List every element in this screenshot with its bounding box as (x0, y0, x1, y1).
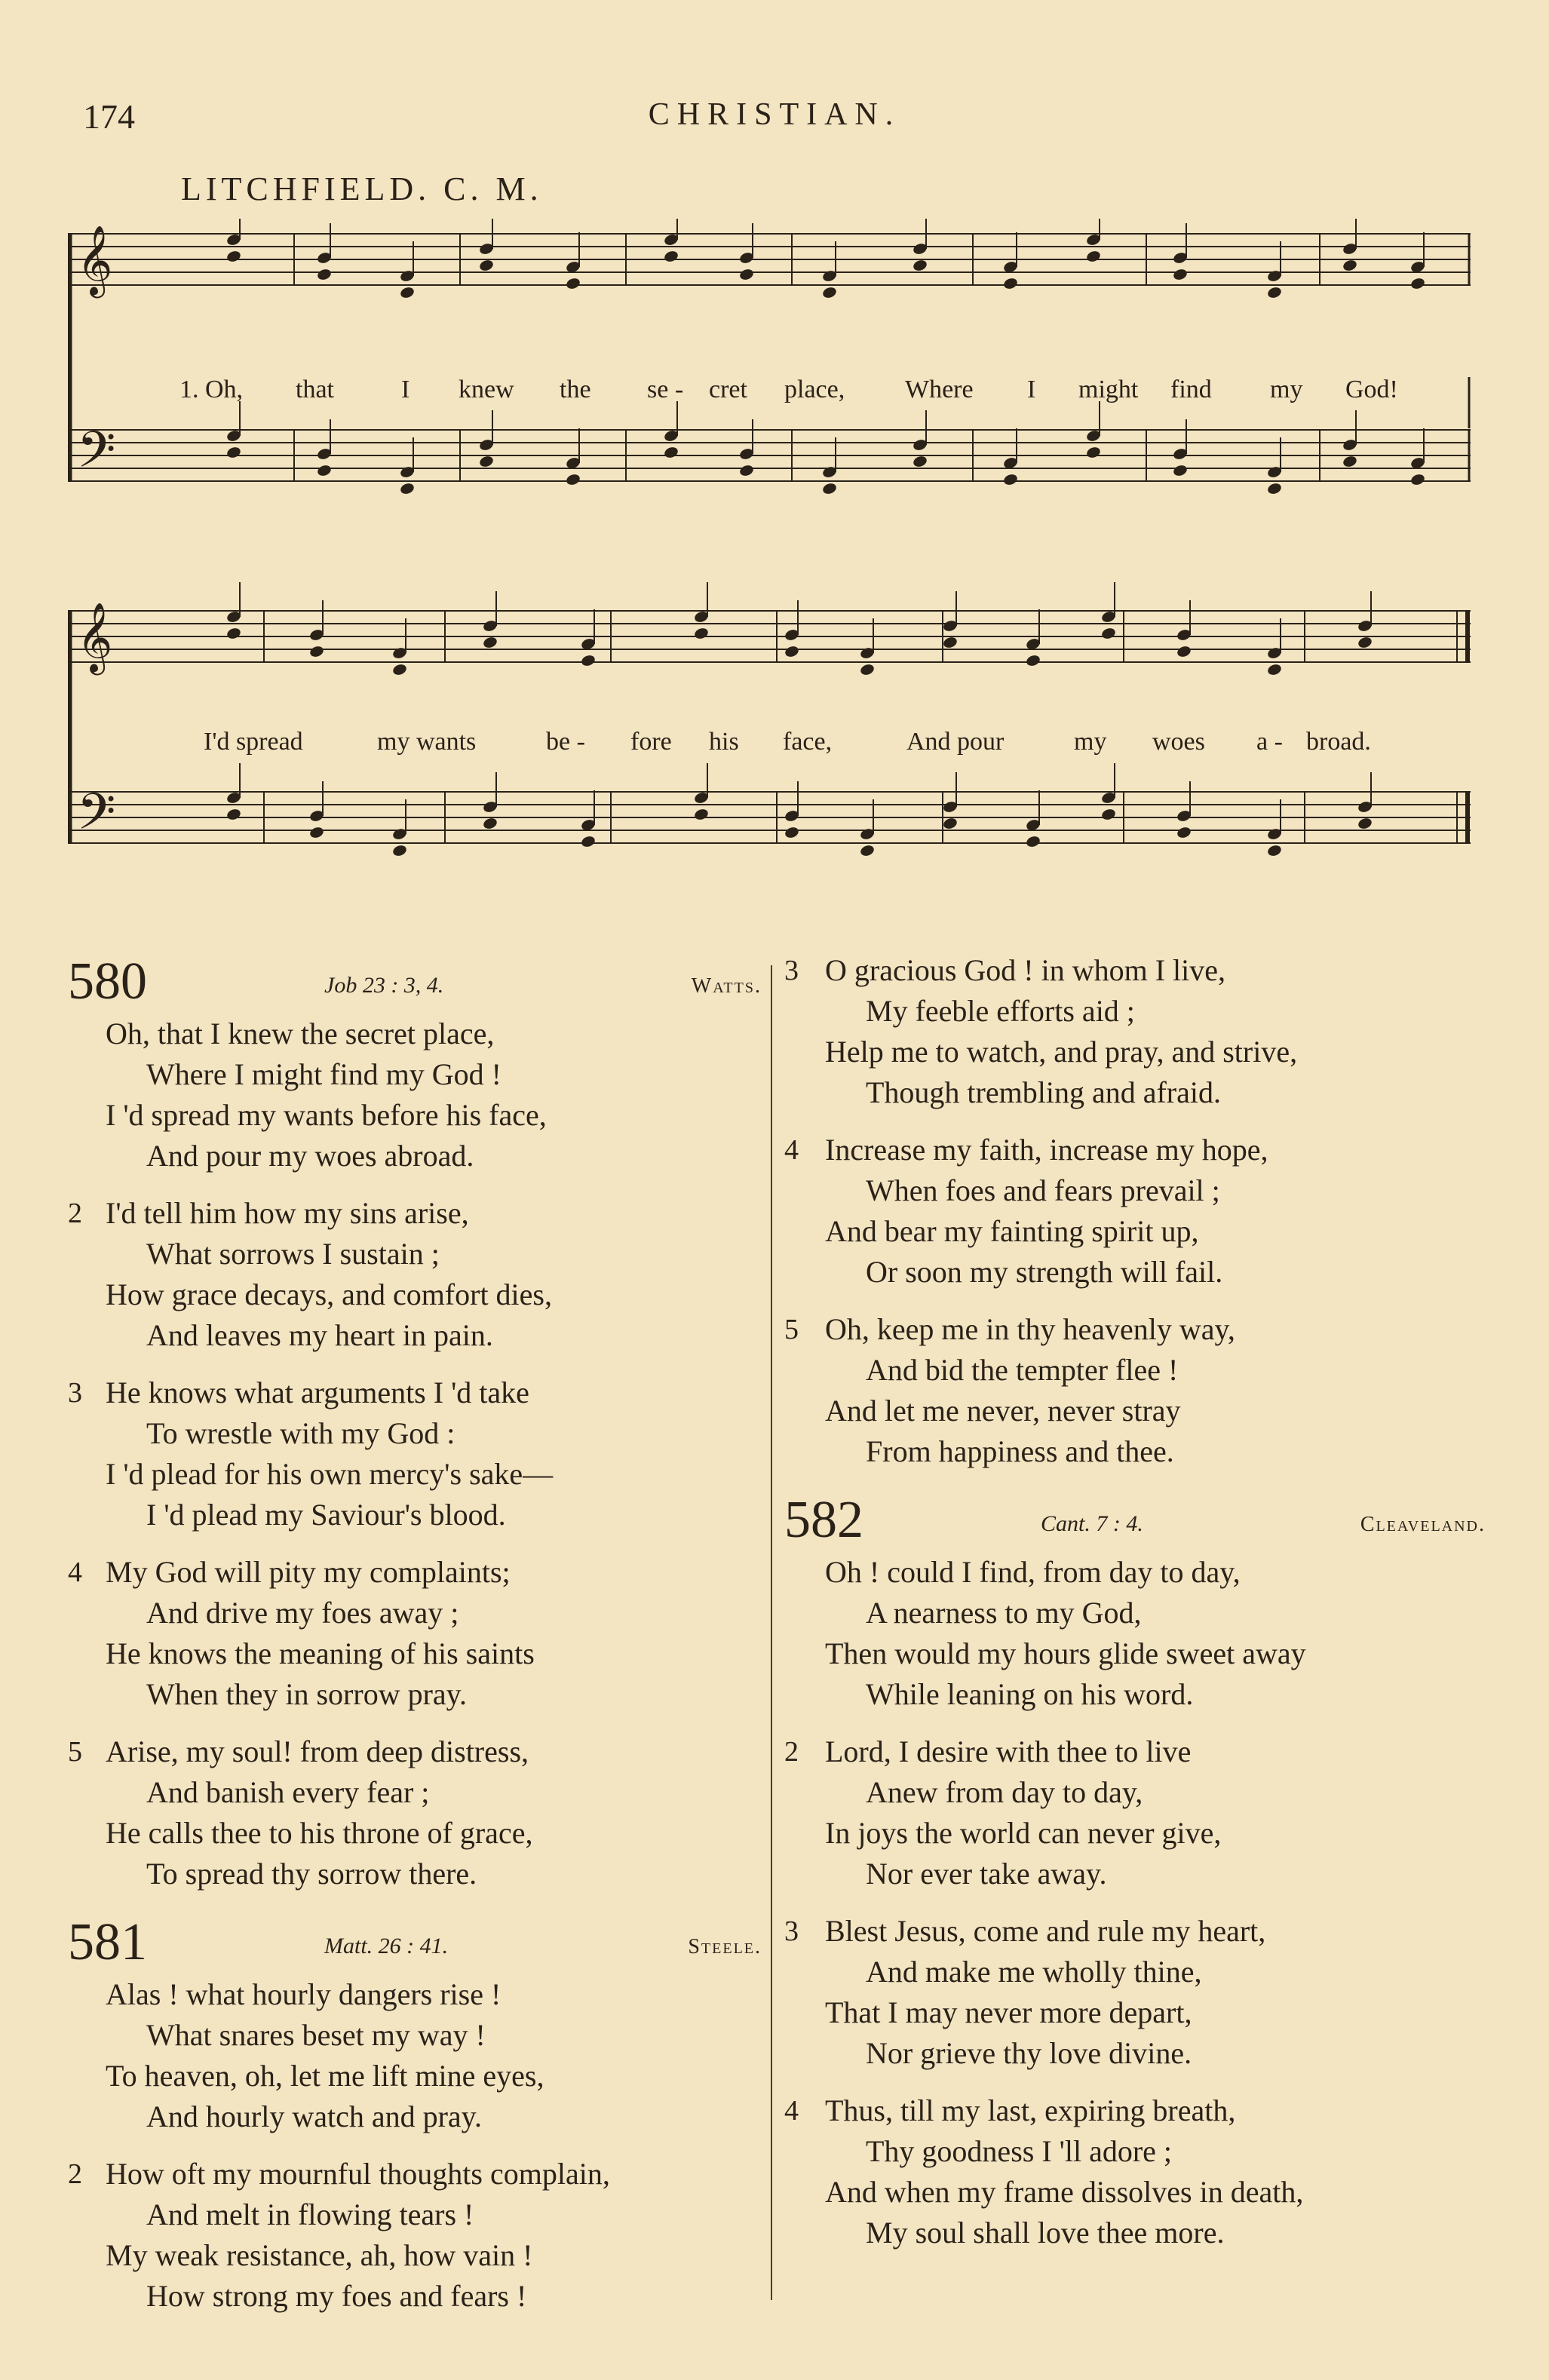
hymn-number: 581 (68, 1913, 147, 1971)
note-head (912, 455, 928, 468)
verse-line: A nearness to my God, (866, 1596, 1142, 1630)
lyric-line-1 (68, 376, 1486, 409)
verse-line: While leaning on his word. (866, 1677, 1194, 1711)
page-header (0, 97, 1549, 142)
verse-line: And let me never, never stray (825, 1394, 1181, 1428)
note-head (1266, 844, 1282, 857)
verse-line: When foes and fears prevail ; (866, 1173, 1220, 1207)
lyric-syllable: my wants (377, 728, 477, 756)
note-head (1025, 835, 1041, 848)
verse-line: Where I might find my God ! (146, 1057, 502, 1091)
verse-line: And pour my woes abroad. (146, 1139, 474, 1173)
verse-line: That I may never more depart, (825, 1995, 1192, 2029)
verse-line: Increase my faith, increase my hope, (825, 1133, 1268, 1167)
verse-line: And leaves my heart in pain. (146, 1318, 493, 1352)
bass-clef: 𝄢 (77, 783, 116, 853)
verse-line: He knows what arguments I 'd take (106, 1376, 529, 1409)
stanza (784, 1911, 1486, 2074)
stanza (68, 1193, 762, 1356)
note-head (942, 817, 958, 830)
lyric-syllable: broad. (1306, 728, 1371, 756)
stanza (784, 2090, 1486, 2253)
lyric-syllable: cret (709, 376, 747, 403)
verse-line: To wrestle with my God : (146, 1416, 455, 1450)
verse-line: To spread thy sorrow there. (146, 1857, 477, 1891)
note-head (1342, 455, 1357, 468)
lyric-syllable: might (1078, 376, 1139, 403)
lyric-syllable: se - (647, 376, 684, 403)
lyric-syllable: And pour (906, 728, 1005, 756)
note-head (580, 654, 596, 667)
verse-line: How oft my mournful thoughts complain, (106, 2157, 610, 2191)
page-number: 174 (83, 97, 135, 136)
stanza-number: 2 (68, 2158, 82, 2190)
note-head (399, 482, 415, 495)
verse-line: Nor grieve thy love divine. (866, 2036, 1192, 2070)
verse-line: My soul shall love thee more. (866, 2216, 1225, 2250)
note-head (565, 277, 581, 290)
hymn-author: Steele. (688, 1935, 762, 1958)
verse-line: Or soon my strength will fail. (866, 1255, 1223, 1289)
note-head (225, 808, 241, 821)
stanza (68, 1014, 762, 1176)
verse-line: O gracious God ! in whom I live, (825, 953, 1226, 987)
verse-line: Oh ! could I find, from day to day, (825, 1555, 1241, 1589)
note-head (1085, 446, 1101, 459)
lyric-syllable: his (709, 728, 739, 756)
note-head (942, 636, 958, 649)
verse-line: Oh, keep me in thy heavenly way, (825, 1312, 1235, 1346)
note-head (859, 663, 875, 676)
verse-line: I'd tell him how my sins arise, (106, 1196, 469, 1230)
treble-clef: 𝄞 (77, 225, 113, 295)
lyric-syllable: God! (1345, 376, 1398, 403)
verse-line: To heaven, oh, let me lift mine eyes, (106, 2059, 544, 2093)
note-head (225, 250, 241, 263)
verse-line: My God will pity my complaints; (106, 1555, 511, 1589)
hymn-heading (68, 950, 762, 1014)
tune-title: LITCHFIELD. C. M. (181, 170, 543, 207)
verse-line: In joys the world can never give, (825, 1816, 1222, 1850)
verse-line: Oh, that I knew the secret place, (106, 1017, 495, 1050)
note-head (821, 482, 837, 495)
lyric-syllable: my (1074, 728, 1107, 756)
note-head (859, 844, 875, 857)
hymn-heading (784, 1489, 1486, 1552)
verse-line: And make me wholly thine, (866, 1955, 1202, 1989)
lyric-syllable: a - (1256, 728, 1283, 756)
stanza (68, 2154, 762, 2317)
lyric-syllable: place, (784, 376, 845, 403)
note-head (482, 817, 498, 830)
verse-line: And melt in flowing tears ! (146, 2198, 474, 2231)
stanza-number: 2 (68, 1198, 82, 1229)
note-head (308, 826, 324, 839)
lyric-syllable: I'd spread (204, 728, 303, 756)
hymn-author: Watts. (691, 974, 762, 998)
note-head (1176, 645, 1192, 658)
stanza (784, 1552, 1486, 1715)
note-head (1266, 663, 1282, 676)
verse-line: Thus, till my last, expiring breath, (825, 2093, 1236, 2127)
stanza-number: 5 (68, 1736, 82, 1768)
note-head (1085, 250, 1101, 263)
scripture-reference: Job 23 : 3, 4. (324, 973, 444, 998)
verse-line: Alas ! what hourly dangers rise ! (106, 1977, 502, 2011)
staff-notation (68, 219, 1486, 928)
note-head (663, 250, 679, 263)
note-head (738, 268, 754, 281)
verse-line: And bid the tempter flee ! (866, 1353, 1179, 1387)
note-head (391, 844, 407, 857)
note-head (1266, 482, 1282, 495)
note-head (225, 627, 241, 640)
stanza (784, 1731, 1486, 1894)
verse-line: Nor ever take away. (866, 1857, 1107, 1891)
note-head (1409, 277, 1425, 290)
stanza (784, 1130, 1486, 1293)
lyric-syllable: that (296, 376, 334, 403)
verse-line: My feeble efforts aid ; (866, 994, 1135, 1028)
verse-line: Help me to watch, and pray, and strive, (825, 1035, 1298, 1069)
note-head (399, 286, 415, 299)
verse-line: Anew from day to day, (866, 1775, 1143, 1809)
stanza (68, 1552, 762, 1715)
note-head (316, 268, 332, 281)
note-head (391, 663, 407, 676)
lyric-syllable: Where (905, 376, 974, 403)
lyric-syllable: the (560, 376, 591, 403)
bass-clef: 𝄢 (77, 421, 116, 491)
note-head (693, 808, 709, 821)
verse-line: From happiness and thee. (866, 1434, 1174, 1468)
note-head (821, 286, 837, 299)
note-head (478, 259, 494, 272)
note-head (1266, 286, 1282, 299)
note-head (1342, 259, 1357, 272)
note-head (1025, 654, 1041, 667)
lyric-line-2 (68, 728, 1486, 761)
note-head (784, 645, 799, 658)
lyric-syllable: I (401, 376, 410, 403)
verse-line: He knows the meaning of his saints (106, 1636, 535, 1670)
stanza (784, 1309, 1486, 1472)
note-head (1172, 464, 1188, 477)
lyric-syllable: 1. Oh, (179, 376, 244, 403)
note-head (580, 835, 596, 848)
note-head (663, 446, 679, 459)
stanza-number: 3 (68, 1377, 82, 1409)
note-head (478, 455, 494, 468)
verse-line: I 'd plead for his own mercy's sake— (106, 1457, 554, 1491)
note-head (693, 627, 709, 640)
stanza-number: 4 (68, 1557, 82, 1588)
stanza (68, 1974, 762, 2137)
note-head (1100, 808, 1116, 821)
note-head (738, 464, 754, 477)
note-head (316, 464, 332, 477)
scripture-reference: Matt. 26 : 41. (324, 1934, 449, 1958)
stanza-number: 3 (784, 1915, 799, 1947)
note-head (1002, 473, 1018, 486)
verse-line: How grace decays, and comfort dies, (106, 1277, 552, 1311)
verse-line: Arise, my soul! from deep distress, (106, 1734, 529, 1768)
stanza (68, 1372, 762, 1535)
column-divider (771, 965, 772, 2300)
verse-line: My weak resistance, ah, how vain ! (106, 2238, 533, 2272)
stanza-number: 2 (784, 1736, 799, 1768)
note-head (1002, 277, 1018, 290)
verse-line: Lord, I desire with thee to live (825, 1734, 1192, 1768)
stanza (784, 950, 1486, 1113)
scripture-reference: Cant. 7 : 4. (1041, 1511, 1143, 1536)
verse-line: And hourly watch and pray. (146, 2099, 483, 2133)
note-head (482, 636, 498, 649)
verse-line: Blest Jesus, come and rule my heart, (825, 1914, 1266, 1948)
verse-line: And banish every fear ; (146, 1775, 430, 1809)
hymn-author: Cleaveland. (1360, 1513, 1486, 1536)
lyric-syllable: I (1027, 376, 1036, 403)
note-head (1409, 473, 1425, 486)
note-head (1357, 817, 1373, 830)
note-head (308, 645, 324, 658)
verse-line: What snares beset my way ! (146, 2018, 486, 2052)
verse-line: I 'd plead my Saviour's blood. (146, 1498, 506, 1532)
right-column (784, 950, 1486, 2270)
note-head (784, 826, 799, 839)
verse-line: And bear my fainting spirit up, (825, 1214, 1199, 1248)
verse-line: He calls thee to his throne of grace, (106, 1816, 533, 1850)
verse-line: When they in sorrow pray. (146, 1677, 468, 1711)
verse-line: Though trembling and afraid. (866, 1075, 1221, 1109)
verse-line: Thy goodness I 'll adore ; (866, 2134, 1173, 2168)
stanza-number: 5 (784, 1314, 799, 1345)
note-head (1176, 826, 1192, 839)
note-head (225, 446, 241, 459)
left-column (68, 950, 762, 2333)
verse-line: What sorrows I sustain ; (146, 1237, 440, 1271)
note-head (1357, 636, 1373, 649)
music-score (68, 219, 1486, 928)
verse-line: And drive my foes away ; (146, 1596, 459, 1630)
verse-line: How strong my foes and fears ! (146, 2279, 527, 2313)
stanza-number: 4 (784, 2095, 799, 2127)
hymn-number: 582 (784, 1491, 863, 1549)
lyric-syllable: be - (546, 728, 585, 756)
lyric-syllable: face, (783, 728, 833, 756)
verse-line: I 'd spread my wants before his face, (106, 1098, 547, 1132)
treble-clef: 𝄞 (77, 602, 113, 672)
lyric-syllable: woes (1152, 728, 1205, 756)
note-head (565, 473, 581, 486)
lyric-syllable: find (1170, 376, 1212, 403)
note-head (1100, 627, 1116, 640)
note-head (1172, 268, 1188, 281)
lyric-syllable: fore (630, 728, 672, 756)
hymn-number: 580 (68, 952, 147, 1011)
lyric-syllable: my (1270, 376, 1303, 403)
running-title: CHRISTIAN. (648, 97, 901, 132)
stanza (68, 1731, 762, 1894)
verse-line: Then would my hours glide sweet away (825, 1636, 1306, 1670)
verse-line: And when my frame dissolves in death, (825, 2175, 1304, 2209)
lyric-syllable: knew (459, 376, 514, 403)
note-head (912, 259, 928, 272)
stanza-number: 3 (784, 955, 799, 986)
stanza-number: 4 (784, 1134, 799, 1166)
hymn-heading (68, 1911, 762, 1974)
